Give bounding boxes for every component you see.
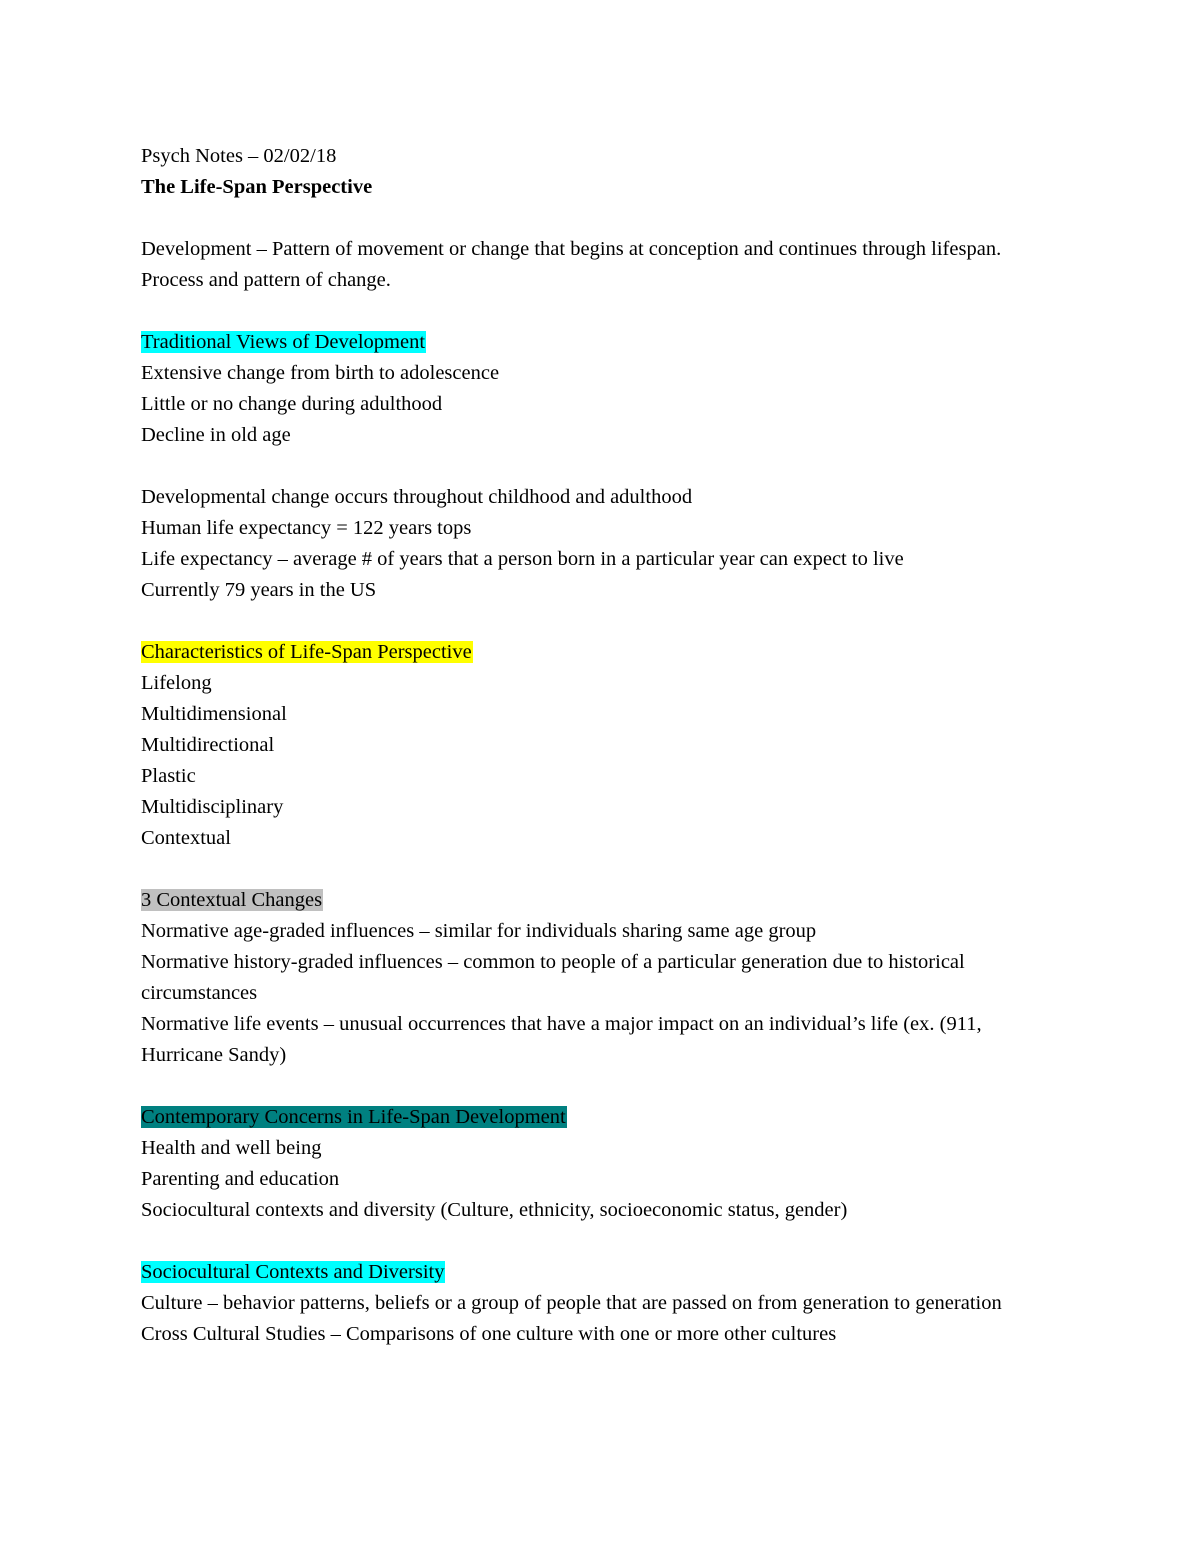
change-item: Currently 79 years in the US <box>141 579 377 601</box>
characteristics-item: Multidirectional <box>141 734 275 756</box>
traditional-item: Little or no change during adulthood <box>141 393 443 415</box>
traditional-views-heading: Traditional Views of Development <box>141 331 426 353</box>
document-page <box>141 141 1061 1350</box>
spacer <box>141 203 1061 234</box>
sociocultural-item: Culture – behavior patterns, beliefs or a group of people that are passed on from generation to generation <box>141 1292 1002 1314</box>
sociocultural-heading: Sociocultural Contexts and Diversity <box>141 1261 445 1283</box>
development-definition: Development – Pattern of movement or change that begins at conception and continues through lifespan. <box>141 238 1002 260</box>
concerns-heading-line <box>141 1102 1061 1133</box>
contextual-item: Normative life events – unusual occurrences that have a major impact on an individual’s life (ex. (911, Hurricane Sandy) <box>141 1013 982 1066</box>
characteristics-item: Plastic <box>141 765 196 787</box>
concerns-item: Sociocultural contexts and diversity (Culture, ethnicity, socioeconomic status, gender) <box>141 1199 848 1221</box>
characteristics-item: Contextual <box>141 827 231 849</box>
traditional-item: Decline in old age <box>141 424 291 446</box>
change-item: Life expectancy – average # of years that a person born in a particular year can expect to live <box>141 548 904 570</box>
spacer <box>141 451 1061 482</box>
concerns-item: Health and well being <box>141 1137 322 1159</box>
contextual-item: Normative history-graded influences – common to people of a particular generation due to historical circumstances <box>141 951 965 1004</box>
spacer <box>141 296 1061 327</box>
spacer <box>141 606 1061 637</box>
process-line: Process and pattern of change. <box>141 269 391 291</box>
characteristics-heading-line <box>141 637 1061 668</box>
spacer <box>141 854 1061 885</box>
sociocultural-item: Cross Cultural Studies – Comparisons of one culture with one or more other cultures <box>141 1323 837 1345</box>
notes-title: Psych Notes – 02/02/18 <box>141 145 337 167</box>
characteristics-item: Multidisciplinary <box>141 796 284 818</box>
change-item: Developmental change occurs throughout childhood and adulthood <box>141 486 693 508</box>
change-item: Human life expectancy = 122 years tops <box>141 517 472 539</box>
contextual-heading: 3 Contextual Changes <box>141 889 323 911</box>
characteristics-item: Multidimensional <box>141 703 287 725</box>
spacer <box>141 1226 1061 1257</box>
document-title: The Life-Span Perspective <box>141 176 373 198</box>
characteristics-heading: Characteristics of Life-Span Perspective <box>141 641 472 663</box>
traditional-item: Extensive change from birth to adolescence <box>141 362 500 384</box>
characteristics-item: Lifelong <box>141 672 212 694</box>
spacer <box>141 1071 1061 1102</box>
contextual-item: Normative age-graded influences – similar for individuals sharing same age group <box>141 920 817 942</box>
traditional-views-heading-line <box>141 327 1061 358</box>
concerns-item: Parenting and education <box>141 1168 340 1190</box>
contextual-heading-line <box>141 885 1061 916</box>
sociocultural-heading-line <box>141 1257 1061 1288</box>
concerns-heading: Contemporary Concerns in Life-Span Development <box>141 1106 566 1128</box>
